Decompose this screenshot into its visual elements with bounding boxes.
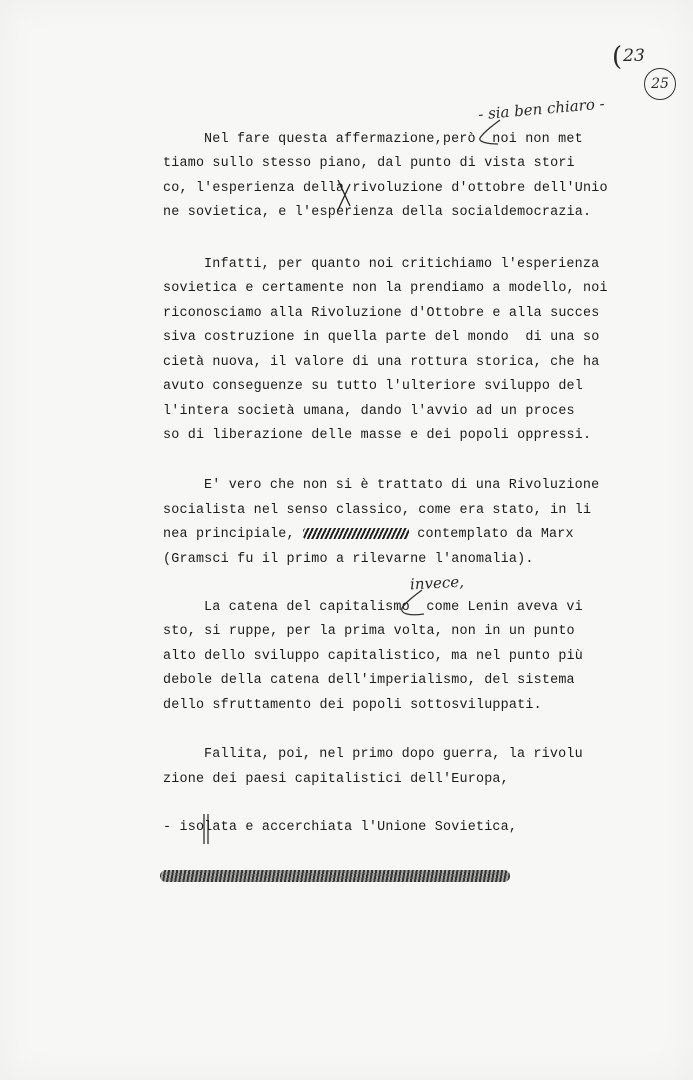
text-line: cietà nuova, il valore di una rottura storica, che ha <box>163 355 600 370</box>
text-line: nea principiale, contemplato da Marx <box>163 527 574 542</box>
text-line: tiamo sullo stesso piano, dal punto di vista stori <box>163 156 575 171</box>
text-line: (Gramsci fu il primo a rilevarne l'anomalia). <box>163 552 534 567</box>
handwritten-insertion-middle: invece, <box>409 572 465 594</box>
text-line: avuto conseguenze su tutto l'ulteriore sviluppo del <box>163 379 584 394</box>
page-number: (23 <box>612 42 645 72</box>
text-line: Infatti, per quanto noi critichiamo l'esperienza <box>204 257 600 272</box>
circled-page-number: 25 <box>644 68 676 100</box>
struck-out-word <box>303 528 409 539</box>
text-line: Nel fare questa affermazione,però noi non met <box>204 132 583 147</box>
text-line: alto dello sviluppo capitalistico, ma nel punto più <box>163 649 584 664</box>
text-line: Fallita, poi, nel primo dopo guerra, la rivolu <box>204 747 583 762</box>
text-line: E' vero che non si è trattato di una Rivoluzione <box>204 478 600 493</box>
text-line: l'intera società umana, dando l'avvio ad un proces <box>163 404 575 419</box>
text-line: - isolata e accerchiata l'Unione Sovietica, <box>163 820 518 835</box>
text-line: zione dei paesi capitalistici dell'Europa, <box>163 772 509 787</box>
struck-out-line <box>160 870 510 882</box>
text-line: sto, si ruppe, per la prima volta, non in un punto <box>163 624 575 639</box>
text-line: siva costruzione in quella parte del mondo di una so <box>163 330 600 345</box>
handwritten-insertion-top: - sia ben chiaro - <box>477 94 606 124</box>
text-line: riconosciamo alla Rivoluzione d'Ottobre e alla succes <box>163 306 600 321</box>
text-line: debole della catena dell'imperialismo, del sistema <box>163 673 575 688</box>
text-line: sovietica e certamente non la prendiamo a modello, noi <box>163 281 608 296</box>
text-line: La catena del capitalismo come Lenin aveva vi <box>204 600 583 615</box>
text-line: so di liberazione delle masse e dei popoli oppressi. <box>163 428 592 443</box>
text-line: co, l'esperienza della rivoluzione d'ottobre dell'Unio <box>163 181 608 196</box>
correction-mark-icon <box>196 812 216 846</box>
text-line: socialista nel senso classico, come era stato, in li <box>163 503 592 518</box>
text-line: dello sfruttamento dei popoli sottosviluppati. <box>163 698 542 713</box>
text-line: ne sovietica, e l'esperienza della socialdemocrazia. <box>163 205 592 220</box>
